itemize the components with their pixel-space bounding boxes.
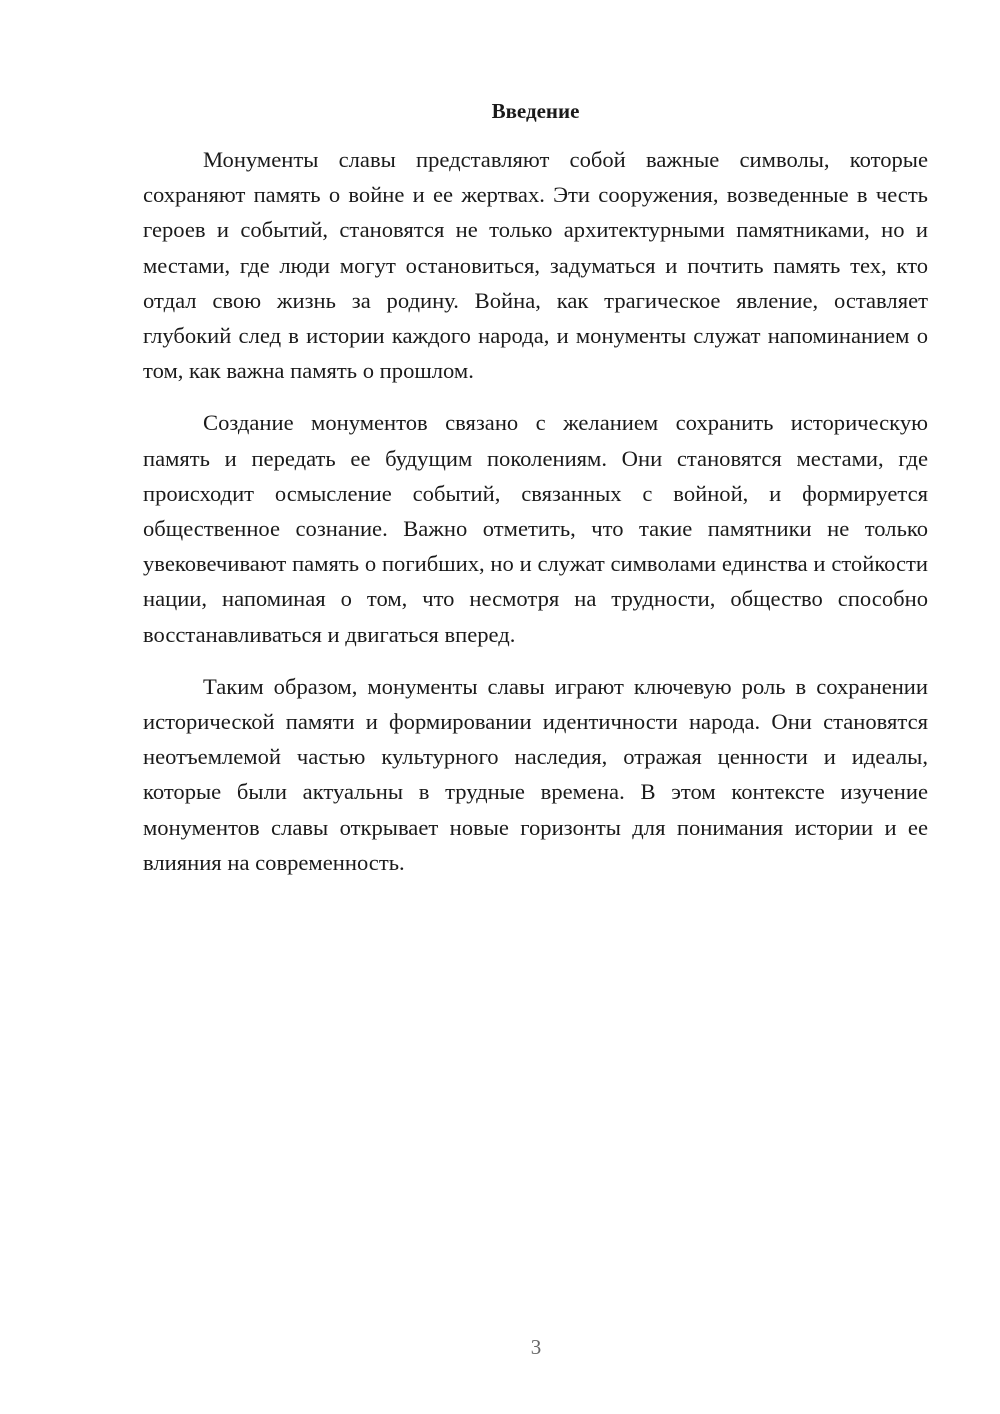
paragraph-3: Таким образом, монументы славы играют ключевую роль в сохранении исторической памяти и формировании идентичности народа. Они становятся неотъемлемой частью культурного наследия, отражая ценности и идеалы, которые были актуальны в трудные времена. В этом контексте изучение монументов славы открывает новые горизонты для понимания истории и ее влияния на современность. — [143, 673, 928, 875]
page-body — [143, 96, 928, 897]
paragraph-2: Создание монументов связано с желанием сохранить историческую память и передать ее будущим поколениям. Они становятся местами, где происходит осмысление событий, связанных с войной, и формируется общественное сознание. Важно отметить, что такие памятники не только увековечивают память о погибших, но и служат символами единства и стойкости нации, напоминая о том, что несмотря на трудности, общество способно восстанавливаться и двигаться вперед. — [143, 410, 928, 647]
page-number: 3 — [530, 1335, 542, 1359]
paragraph-1: Монументы славы представляют собой важные символы, которые сохраняют память о войне и ее жертвах. Эти сооружения, возведенные в честь героев и событий, становятся не только архитектурными памятниками, но и местами, где люди могут остановиться, задуматься и почтить память тех, кто отдал свою жизнь за родину. Война, как трагическое явление, оставляет глубокий след в истории каждого народа, и монументы служат напоминанием о том, как важна память о прошлом. — [143, 147, 928, 384]
section-title: Введение — [491, 99, 580, 123]
